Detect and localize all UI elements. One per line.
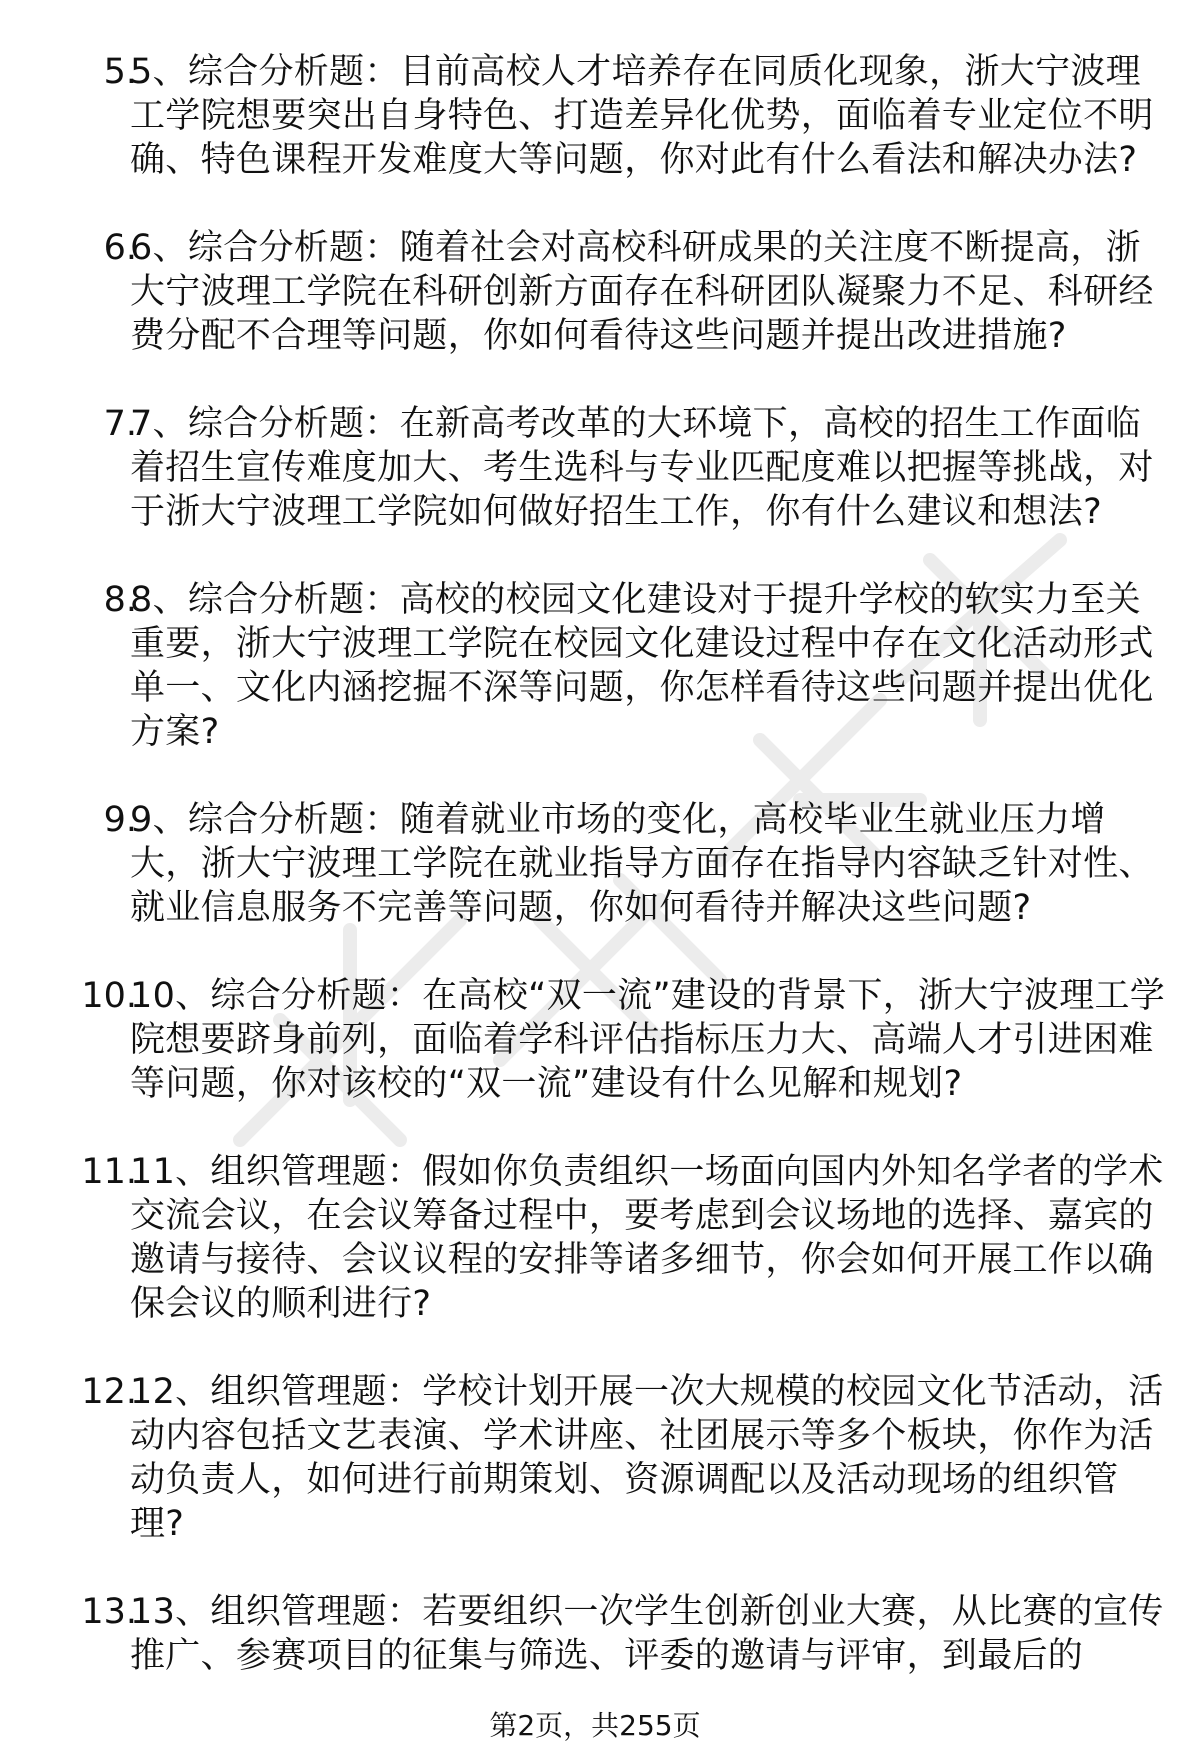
question-item	[0, 226, 1190, 358]
question-item	[0, 402, 1190, 534]
question-text: 5、综合分析题：目前高校人才培养存在同质化现象，浙大宁波理工学院想要突出自身特色、打造差异化优势，面临着专业定位不明确、特色课程开发难度大等问题，你对此有什么看法和解决办法?	[130, 52, 1154, 180]
question-item	[0, 974, 1190, 1106]
question-number: 5.	[103, 52, 137, 92]
question-item	[0, 1370, 1190, 1546]
question-item	[0, 1590, 1190, 1678]
question-text: 9、综合分析题：随着就业市场的变化，高校毕业生就业压力增大，浙大宁波理工学院在就业指导方面存在指导内容缺乏针对性、就业信息服务不完善等问题，你如何看待并解决这些问题?	[130, 800, 1154, 928]
question-text: 6、综合分析题：随着社会对高校科研成果的关注度不断提高，浙大宁波理工学院在科研创新方面存在科研团队凝聚力不足、科研经费分配不合理等问题，你如何看待这些问题并提出改进措施?	[130, 228, 1154, 356]
question-text: 11、组织管理题：假如你负责组织一场面向国内外知名学者的学术交流会议，在会议筹备过程中，要考虑到会议场地的选择、嘉宾的邀请与接待、会议议程的安排等诸多细节，你会如何开展工作以确保会议的顺利进行?	[130, 1152, 1164, 1324]
question-text: 7、综合分析题：在新高考改革的大环境下，高校的招生工作面临着招生宣传难度加大、考生选科与专业匹配度难以把握等挑战，对于浙大宁波理工学院如何做好招生工作，你有什么建议和想法?	[130, 404, 1154, 532]
question-item	[0, 578, 1190, 754]
question-item	[0, 50, 1190, 182]
question-number: 6.	[103, 228, 137, 268]
question-number: 13.	[81, 1592, 137, 1632]
question-number: 10.	[81, 976, 137, 1016]
question-text: 10、综合分析题：在高校“双一流”建设的背景下，浙大宁波理工学院想要跻身前列，面临着学科评估指标压力大、高端人才引进困难等问题，你对该校的“双一流”建设有什么见解和规划?	[130, 976, 1166, 1104]
question-number: 12.	[81, 1372, 137, 1412]
question-text: 13、组织管理题：若要组织一次学生创新创业大赛，从比赛的宣传推广、参赛项目的征集与筛选、评委的邀请与评审，到最后的	[130, 1592, 1164, 1676]
question-number: 8.	[103, 580, 137, 620]
question-number: 7.	[103, 404, 137, 444]
question-number: 11.	[81, 1152, 137, 1192]
question-number: 9.	[103, 800, 137, 840]
question-item	[0, 798, 1190, 930]
question-text: 8、综合分析题：高校的校园文化建设对于提升学校的软实力至关重要，浙大宁波理工学院在校园文化建设过程中存在文化活动形式单一、文化内涵挖掘不深等问题，你怎样看待这些问题并提出优化方案?	[130, 580, 1154, 752]
question-text: 12、组织管理题：学校计划开展一次大规模的校园文化节活动，活动内容包括文艺表演、学术讲座、社团展示等多个板块，你作为活动负责人，如何进行前期策划、资源调配以及活动现场的组织管理?	[130, 1372, 1164, 1544]
page-footer: 第2页，共255页	[489, 1709, 701, 1742]
question-list	[0, 50, 1190, 1722]
question-item	[0, 1150, 1190, 1326]
